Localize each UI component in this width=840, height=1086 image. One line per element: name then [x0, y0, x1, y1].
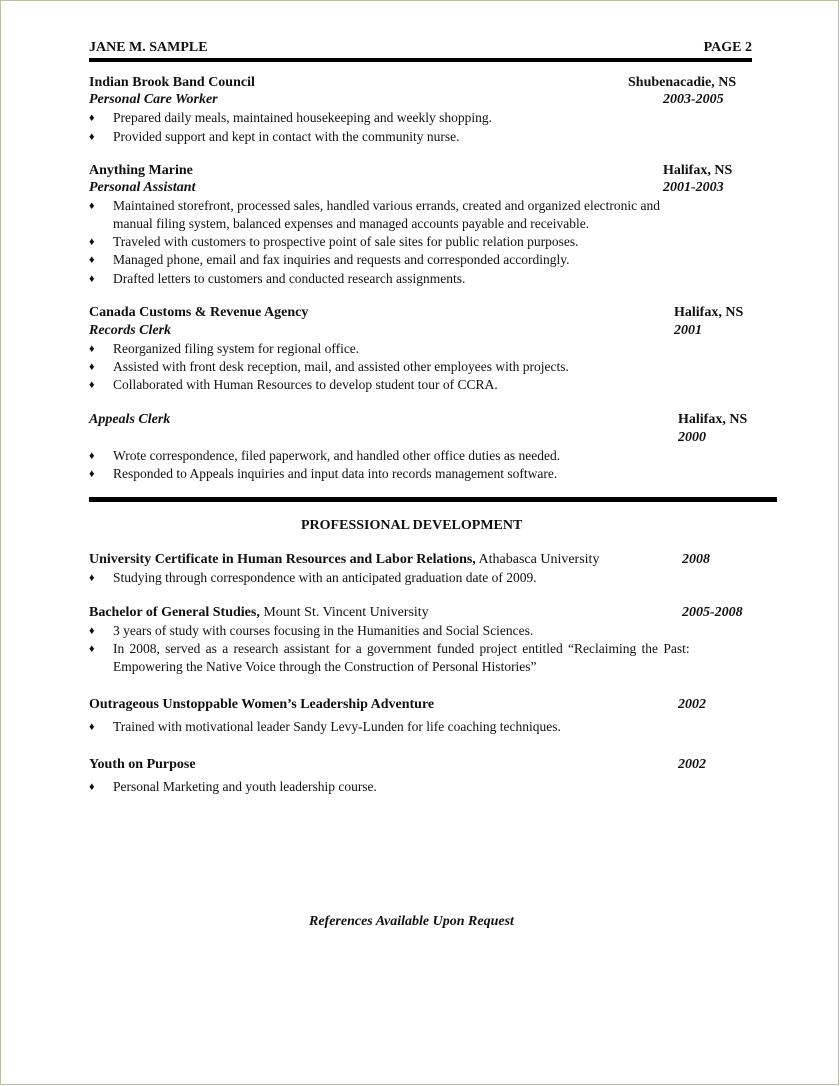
bullet-text-continued: Empowering the Native Voice through the Construction of Personal Histories” — [113, 659, 537, 674]
job-title: Personal Care Worker — [89, 92, 218, 107]
bullet-text: Drafted letters to customers and conducted research assignments. — [113, 271, 466, 286]
job-location: Shubenacadie, NS — [628, 75, 737, 90]
bullet-icon: ♦ — [89, 131, 95, 143]
bullet-text: Maintained storefront, processed sales, handled various errands, created and organized electronic and — [113, 198, 661, 213]
job-dates: 2001 — [674, 323, 702, 338]
job-location: Halifax, NS — [663, 163, 733, 178]
bullet-text: Reorganized filing system for regional office. — [113, 341, 360, 356]
bullet-text-continued: manual filing system, balanced expenses and managed accounts payable and receivable. — [113, 216, 590, 231]
bullet-icon: ♦ — [89, 781, 95, 793]
job-dates: 2000 — [678, 430, 706, 445]
bullet-icon: ♦ — [89, 343, 95, 355]
job-org: Indian Brook Band Council — [89, 75, 255, 90]
bullet-text: Traveled with customers to prospective point of sale sites for public relation purposes. — [113, 234, 579, 249]
bullet-text: 3 years of study with courses focusing in the Humanities and Social Sciences. — [113, 623, 534, 638]
bullet-icon: ♦ — [89, 643, 95, 655]
job-title: Records Clerk — [89, 323, 172, 338]
bullet-text: Prepared daily meals, maintained housekeeping and weekly shopping. — [113, 110, 493, 125]
header-rule — [89, 58, 752, 62]
job-title: Appeals Clerk — [89, 412, 171, 427]
job-location: Halifax, NS — [678, 412, 748, 427]
bullet-icon: ♦ — [89, 468, 95, 480]
job-org: Anything Marine — [89, 163, 193, 178]
bullet-icon: ♦ — [89, 572, 95, 584]
pd-dates: 2005-2008 — [682, 605, 743, 620]
pd-dates: 2002 — [678, 697, 706, 712]
job-org: Canada Customs & Revenue Agency — [89, 305, 309, 320]
job-location: Halifax, NS — [674, 305, 744, 320]
pd-credential: Bachelor of General Studies, — [89, 605, 260, 620]
pd-item-title — [89, 605, 429, 621]
bullet-icon: ♦ — [89, 450, 95, 462]
header-name: JANE M. SAMPLE — [89, 40, 208, 55]
bullet-icon: ♦ — [89, 625, 95, 637]
header-page-number: PAGE 2 — [703, 40, 752, 55]
bullet-icon: ♦ — [89, 361, 95, 373]
pd-institution: Athabasca University — [475, 552, 600, 567]
bullet-text: Collaborated with Human Resources to develop student tour of CCRA. — [113, 377, 498, 392]
references-note: References Available Upon Request — [309, 914, 514, 929]
bullet-text: Wrote correspondence, filed paperwork, and handled other office duties as needed. — [113, 448, 561, 463]
bullet-icon: ♦ — [89, 254, 95, 266]
bullet-icon: ♦ — [89, 379, 95, 391]
pd-item-title: Youth on Purpose — [89, 757, 196, 772]
pd-dates: 2002 — [678, 757, 706, 772]
pd-item-title: Outrageous Unstoppable Women’s Leadership Adventure — [89, 697, 435, 712]
bullet-icon: ♦ — [89, 200, 95, 212]
pd-item-title — [89, 552, 599, 568]
job-dates: 2003-2005 — [663, 92, 724, 107]
bullet-text: Assisted with front desk reception, mail, and assisted other employees with projects. — [113, 359, 569, 374]
pd-credential: University Certificate in Human Resources and Labor Relations, — [89, 552, 476, 567]
job-dates: 2001-2003 — [663, 180, 724, 195]
bullet-text: Studying through correspondence with an anticipated graduation date of 2009. — [113, 570, 537, 585]
pd-dates: 2008 — [682, 552, 710, 567]
job-title: Personal Assistant — [89, 180, 196, 195]
bullet-icon: ♦ — [89, 721, 95, 733]
bullet-text: Managed phone, email and fax inquiries and requests and corresponded accordingly. — [113, 252, 570, 267]
pd-institution: Mount St. Vincent University — [259, 605, 429, 620]
section-rule — [89, 497, 777, 502]
bullet-text: Provided support and kept in contact with the community nurse. — [113, 129, 460, 144]
bullet-icon: ♦ — [89, 273, 95, 285]
bullet-icon: ♦ — [89, 236, 95, 248]
bullet-text: Responded to Appeals inquiries and input data into records management software. — [113, 466, 558, 481]
bullet-text: In 2008, served as a research assistant for a government funded project entitled “Reclaiming the Past: — [113, 641, 690, 656]
bullet-text: Personal Marketing and youth leadership course. — [113, 779, 377, 794]
bullet-text: Trained with motivational leader Sandy Levy-Lunden for life coaching techniques. — [113, 719, 561, 734]
bullet-icon: ♦ — [89, 112, 95, 124]
section-heading: PROFESSIONAL DEVELOPMENT — [301, 518, 523, 533]
